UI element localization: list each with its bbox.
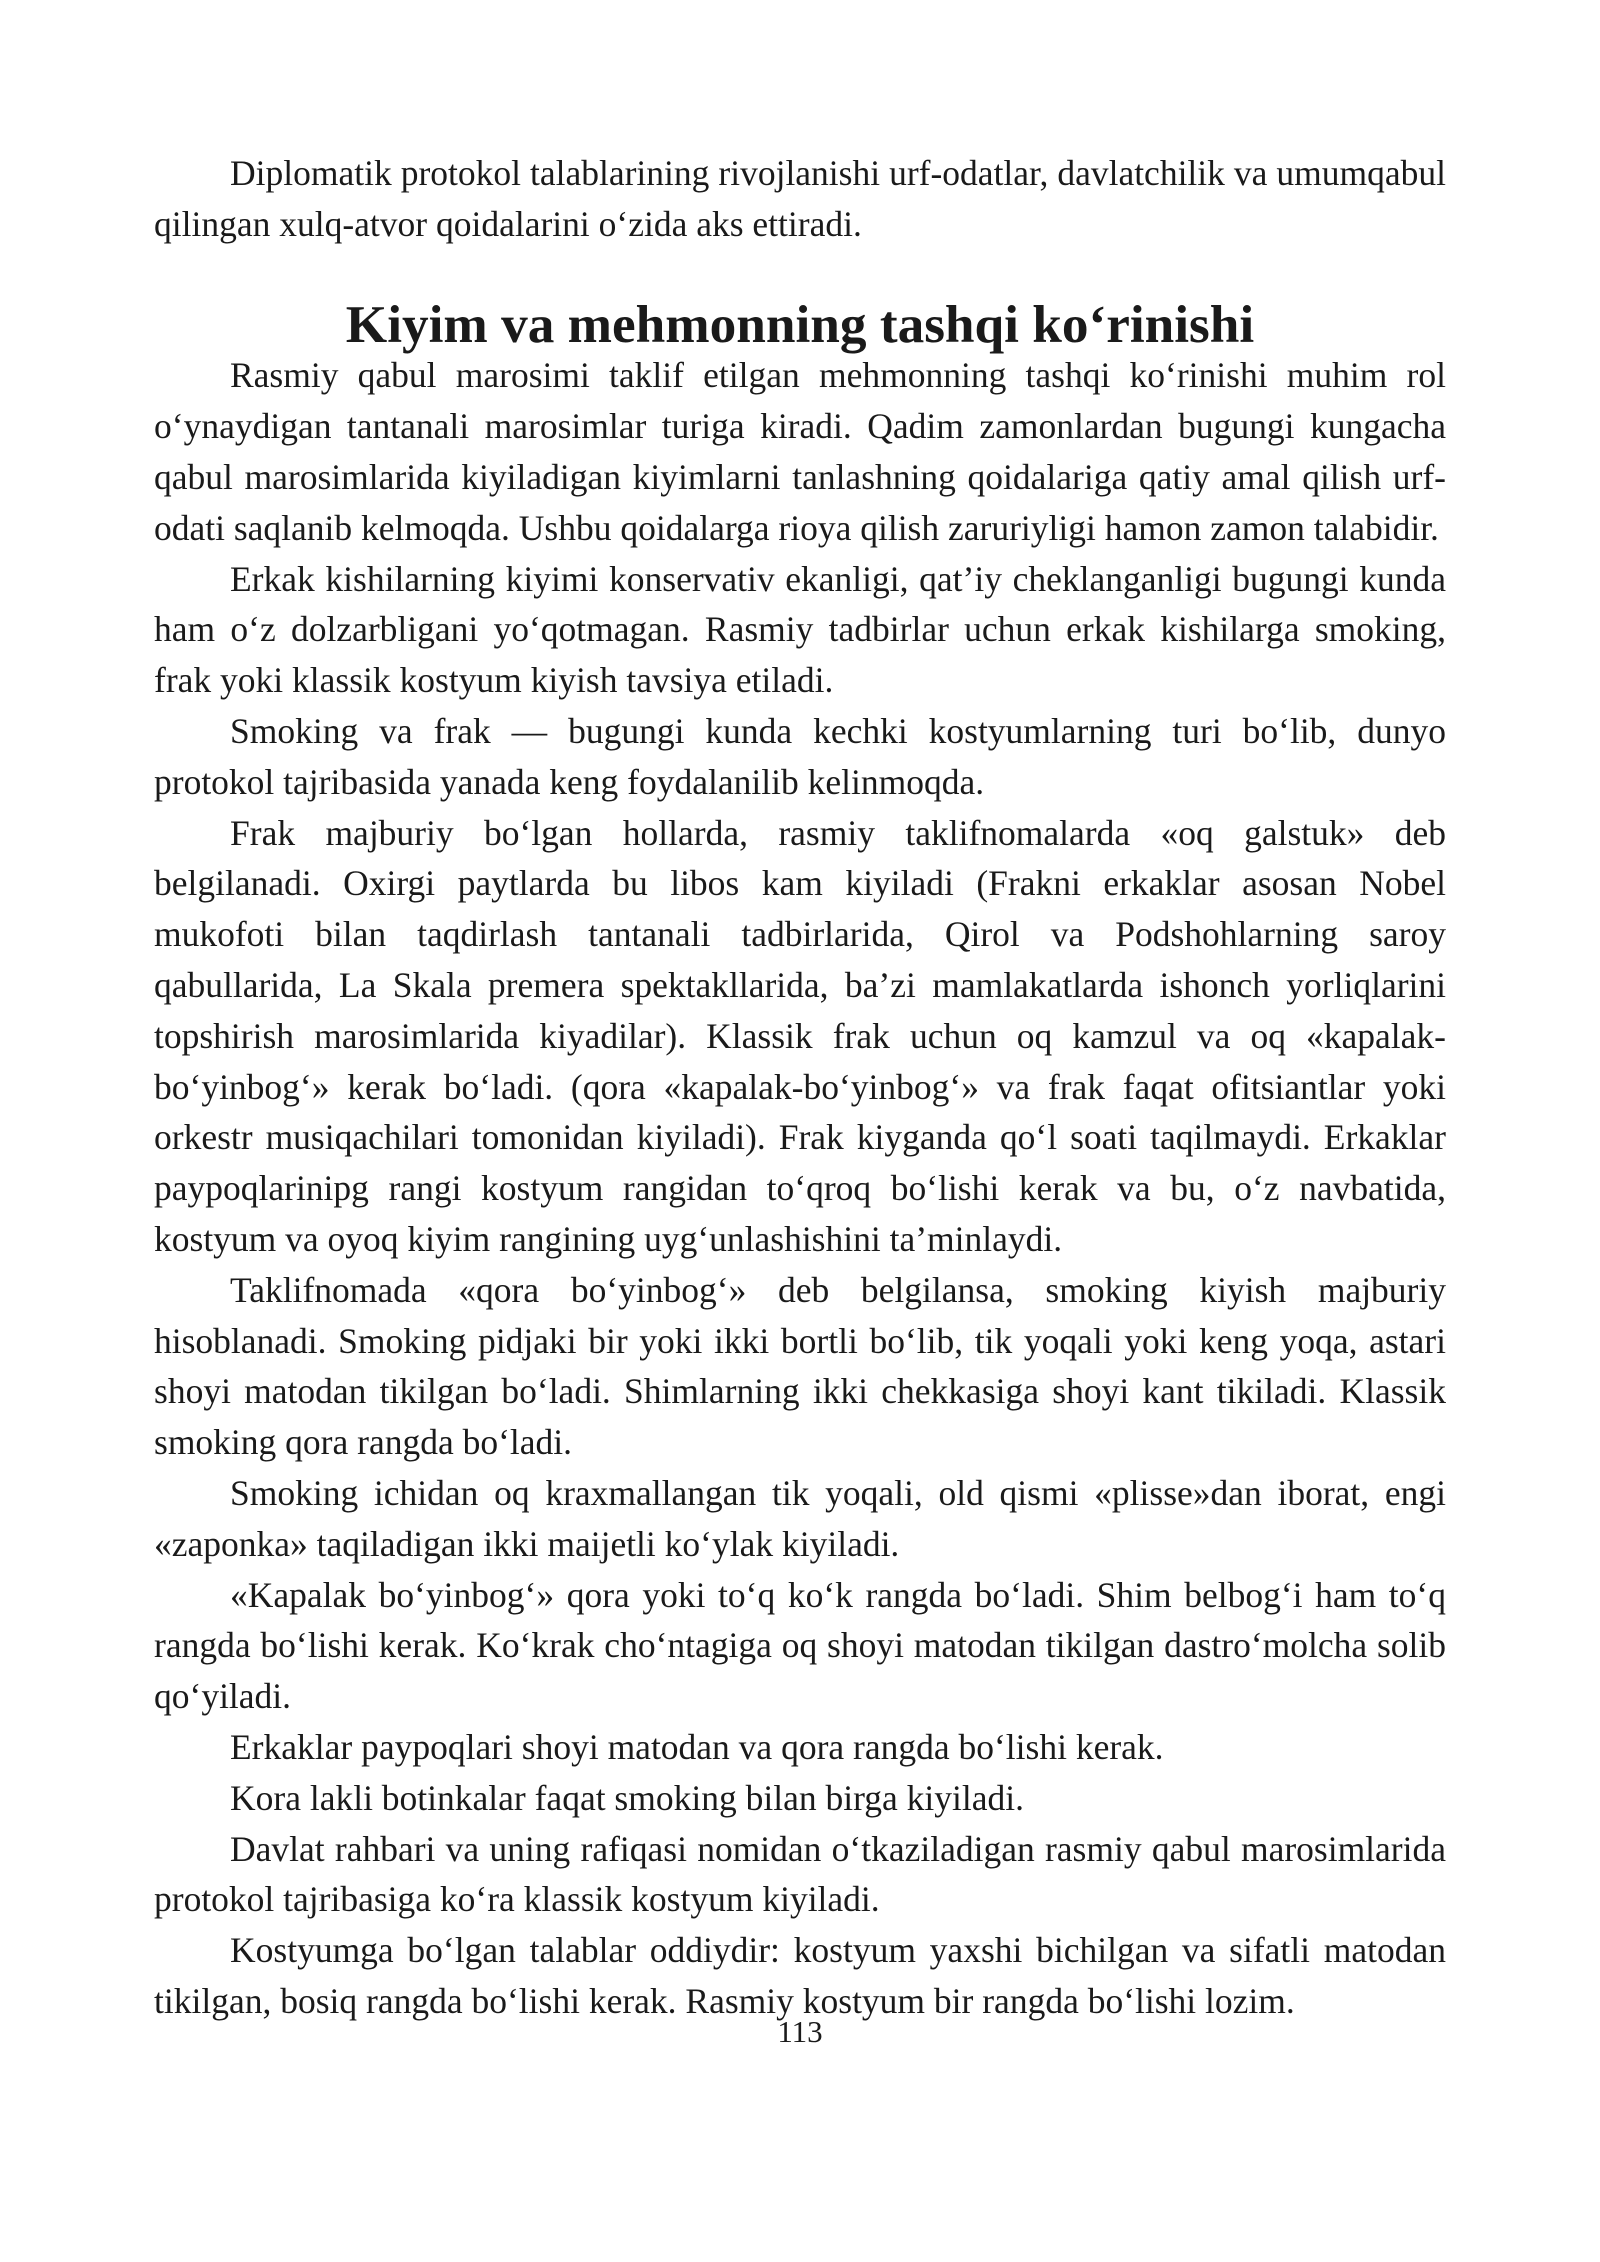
body-paragraph: Taklifnomada «qora bo‘yinbog‘» deb belgilansa, smoking kiyish majburiy hisoblanadi. Smoking pidjaki bir yoki ikki bortli bo‘lib, tik yoqali yoki keng yoqa, astari shoyi matodan tikilgan bo‘ladi. Shimlarning ikki chekkasiga shoyi kant tikiladi. Klassik smoking qora rangda bo‘ladi. — [154, 1269, 1446, 1463]
body-paragraph: Smoking ichidan oq kraxmallangan tik yoqali, old qismi «plisse»dan iborat, engi «zaponka» taqiladigan ikki maijetli ko‘ylak kiyiladi. — [154, 1472, 1446, 1564]
document-page — [154, 148, 1446, 2027]
body-paragraph: «Kapalak bo‘yinbog‘» qora yoki to‘q ko‘k rangda bo‘ladi. Shim belbog‘i ham to‘q rangda bo‘lishi kerak. Ko‘krak cho‘ntagiga oq shoyi matodan tikilgan dastro‘molcha solib qo‘yiladi. — [154, 1574, 1446, 1717]
body-paragraph: Davlat rahbari va uning rafiqasi nomidan o‘tkaziladigan rasmiy qabul marosimlarida protokol tajribasiga ko‘ra klassik kostyum kiyiladi. — [154, 1828, 1446, 1920]
body-paragraph: Kora lakli botinkalar faqat smoking bilan birga kiyiladi. — [230, 1777, 1024, 1818]
body-paragraph: Smoking va frak — bugungi kunda kechki kostyumlarning turi bo‘lib, dunyo protokol tajribasida yanada keng foydalanilib kelinmoqda. — [154, 710, 1446, 802]
intro-paragraph: Diplomatik protokol talablarining rivojlanishi urf-odatlar, davlatchilik va umumqabul qilingan xulq-atvor qoidalarini o‘zida aks ettiradi. — [154, 153, 1446, 244]
page-number: 113 — [777, 2014, 823, 2049]
section-heading: Kiyim va mehmonning tashqi ko‘rinishi — [345, 294, 1255, 354]
body-paragraph: Frak majburiy bo‘lgan hollarda, rasmiy taklifnomalarda «oq galstuk» deb belgilanadi. Oxirgi paytlarda bu libos kam kiyiladi (Frakni erkaklar asosan Nobel mukofoti bilan taqdirlash tantanali tadbirlarida, Qirol va Podshohlarning saroy qabullarida, La Skala premera spektakllarida, ba’zi mamlakatlarda ishonch yorliqlarini topshirish marosimlarida kiyadilar). Klassik frak uchun oq kamzul va oq «kapalak-bo‘yinbog‘» kerak bo‘ladi. (qora «kapalak-bo‘yinbog‘» va frak faqat ofitsiantlar yoki orkestr musiqachilari tomonidan kiyiladi). Frak kiyganda qo‘l soati taqilmaydi. Erkaklar paypoqlarinipg rangi kostyum rangidan to‘qroq bo‘lishi kerak va bu, o‘z navbatida, kostyum va oyoq kiyim rangining uyg‘unlashishini ta’minlaydi. — [154, 812, 1446, 1259]
body-paragraph: Erkak kishilarning kiyimi konservativ ekanligi, qat’iy cheklanganligi bugungi kunda ham o‘z dolzarbligani yo‘qotmagan. Rasmiy tadbirlar uchun erkak kishilarga smoking, frak yoki klassik kostyum kiyish tavsiya etiladi. — [154, 558, 1446, 701]
body-paragraph: Kostyumga bo‘lgan talablar oddiydir: kostyum yaxshi bichilgan va sifatli matodan tikilgan, bosiq rangda bo‘lishi kerak. Rasmiy kostyum bir rangda bo‘lishi lozim. — [154, 1930, 1446, 2021]
body-paragraph: Erkaklar paypoqlari shoyi matodan va qora rangda bo‘lishi kerak. — [230, 1726, 1164, 1767]
body-paragraph: Rasmiy qabul marosimi taklif etilgan mehmonning tashqi ko‘rinishi muhim rol o‘ynaydigan tantanali marosimlar turiga kiradi. Qadim zamonlardan bugungi kungacha qabul marosimlarida kiyiladigan kiyimlarni tanlashning qoidalariga qatiy amal qilish urf-odati saqlanib kelmoqda. Ushbu qoidalarga rioya qilish zaruriyligi hamon zamon talabidir. — [154, 355, 1446, 548]
